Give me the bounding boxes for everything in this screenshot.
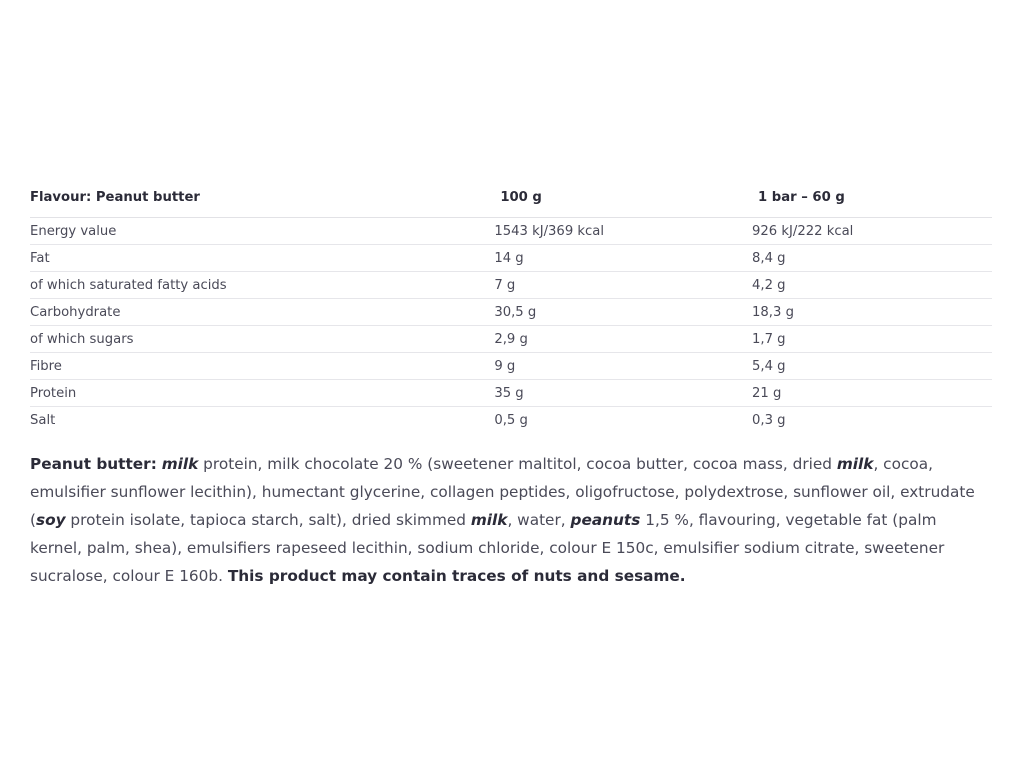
ingredients-part-2: , cocoa, emulsifier sunflower lecithin), humectant glycerine, collagen peptides, oligofructose, polydextrose, sunflower oil, extrudate ( [30, 455, 975, 529]
value-per-100g: 30,5 g [494, 299, 752, 326]
table-row [30, 272, 992, 299]
value-per-100g: 35 g [494, 380, 752, 407]
ingredients-part-4: , water, [507, 511, 571, 529]
table-row [30, 218, 992, 245]
nutrient-name: Protein [30, 380, 494, 407]
value-per-bar: 18,3 g [752, 299, 992, 326]
header-per-100g: 100 g [494, 180, 752, 218]
ingredients-part-5: 1,5 %, flavouring, vegetable fat (palm kernel, palm, shea), emulsifiers rapeseed lecithin, sodium chloride, colour E 150c, emulsifier sodium citrate, sweetener sucralose, colour E 160b. [30, 511, 945, 585]
value-per-100g: 14 g [494, 245, 752, 272]
value-per-bar: 1,7 g [752, 326, 992, 353]
allergen-milk: milk [161, 455, 199, 473]
ingredients-part-1: protein, milk chocolate 20 % (sweetener maltitol, cocoa butter, cocoa mass, dried [198, 455, 837, 473]
table-row [30, 326, 992, 353]
value-per-100g: 0,5 g [494, 412, 528, 428]
nutrient-name: Fibre [30, 353, 494, 380]
value-per-bar: 926 kJ/222 kcal [752, 218, 992, 245]
ingredients-label: Peanut butter: [30, 455, 157, 473]
table-row [30, 380, 992, 407]
allergen-milk: milk [470, 511, 508, 529]
value-per-bar: 21 g [752, 380, 992, 407]
value-per-bar: 5,4 g [752, 353, 992, 380]
table-header-row [30, 180, 992, 218]
value-per-bar: 4,2 g [752, 272, 992, 299]
allergen-peanuts: peanuts [570, 511, 641, 529]
nutrient-name: Carbohydrate [30, 299, 494, 326]
header-per-bar: 1 bar – 60 g [752, 180, 992, 218]
value-per-100g: 2,9 g [494, 326, 752, 353]
value-per-bar: 8,4 g [752, 245, 992, 272]
table-row [30, 353, 992, 380]
nutrient-name: Salt [30, 412, 56, 428]
nutrition-table [30, 180, 992, 433]
ingredients-part-3: protein isolate, tapioca starch, salt), dried skimmed [65, 511, 471, 529]
value-per-100g: 1543 kJ/369 kcal [494, 218, 752, 245]
table-row [30, 407, 992, 434]
table-row [30, 299, 992, 326]
table-row [30, 245, 992, 272]
table-body [30, 218, 992, 434]
allergen-warning: This product may contain traces of nuts and sesame. [227, 567, 686, 585]
nutrient-name: Energy value [30, 218, 494, 245]
allergen-milk: milk [836, 455, 874, 473]
value-per-100g: 7 g [494, 272, 752, 299]
allergen-soy: soy [35, 511, 66, 529]
ingredients-text [30, 450, 985, 590]
nutrient-name: Fat [30, 245, 494, 272]
value-per-100g: 9 g [494, 353, 752, 380]
header-flavour: Flavour: Peanut butter [30, 180, 494, 218]
nutrient-name: of which sugars [30, 326, 494, 353]
value-per-bar: 0,3 g [752, 412, 786, 428]
nutrient-name: of which saturated fatty acids [30, 272, 494, 299]
